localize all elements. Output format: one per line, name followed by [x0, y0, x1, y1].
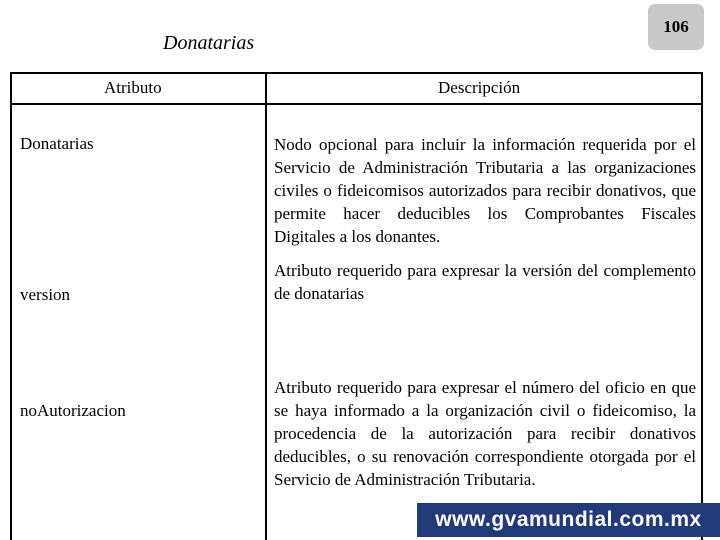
row-attribute-noautorizacion: noAutorizacion	[20, 401, 126, 420]
column-header-description: Descripción	[438, 78, 521, 97]
website-watermark: www.gvamundial.com.mx	[417, 503, 720, 537]
table-top-border	[10, 72, 703, 74]
table-left-border	[10, 72, 12, 540]
page-number-badge	[648, 4, 704, 50]
page-heading: Donatarias	[163, 32, 255, 54]
column-header-attribute: Atributo	[104, 78, 162, 97]
table-column-divider	[265, 72, 267, 540]
table-header-divider	[10, 103, 703, 105]
row-attribute-donatarias: Donatarias	[20, 134, 94, 153]
row-description-noautorizacion: Atributo requerido para expresar el número del oficio en que se haya informado a la organización civil o fideicomiso, la procedencia de la autorización para recibir donativos deducibles, o su renovación correspondiente otorgada por el Servicio de Administración Tributaria.	[274, 378, 696, 489]
row-description-version: Atributo requerido para expresar la versión del complemento de donatarias	[274, 261, 696, 303]
attributes-table	[10, 72, 703, 540]
row-attribute-version: version	[20, 285, 71, 304]
table-right-border	[701, 72, 703, 540]
row-description-donatarias: Nodo opcional para incluir la información requerida por el Servicio de Administración Tributaria a las organizaciones civiles o fideicomisos autorizados para recibir donativos, que permite hacer deducibles los Comprobantes Fiscales Digitales a los donantes.	[274, 135, 696, 246]
page-number: 106	[663, 17, 689, 36]
